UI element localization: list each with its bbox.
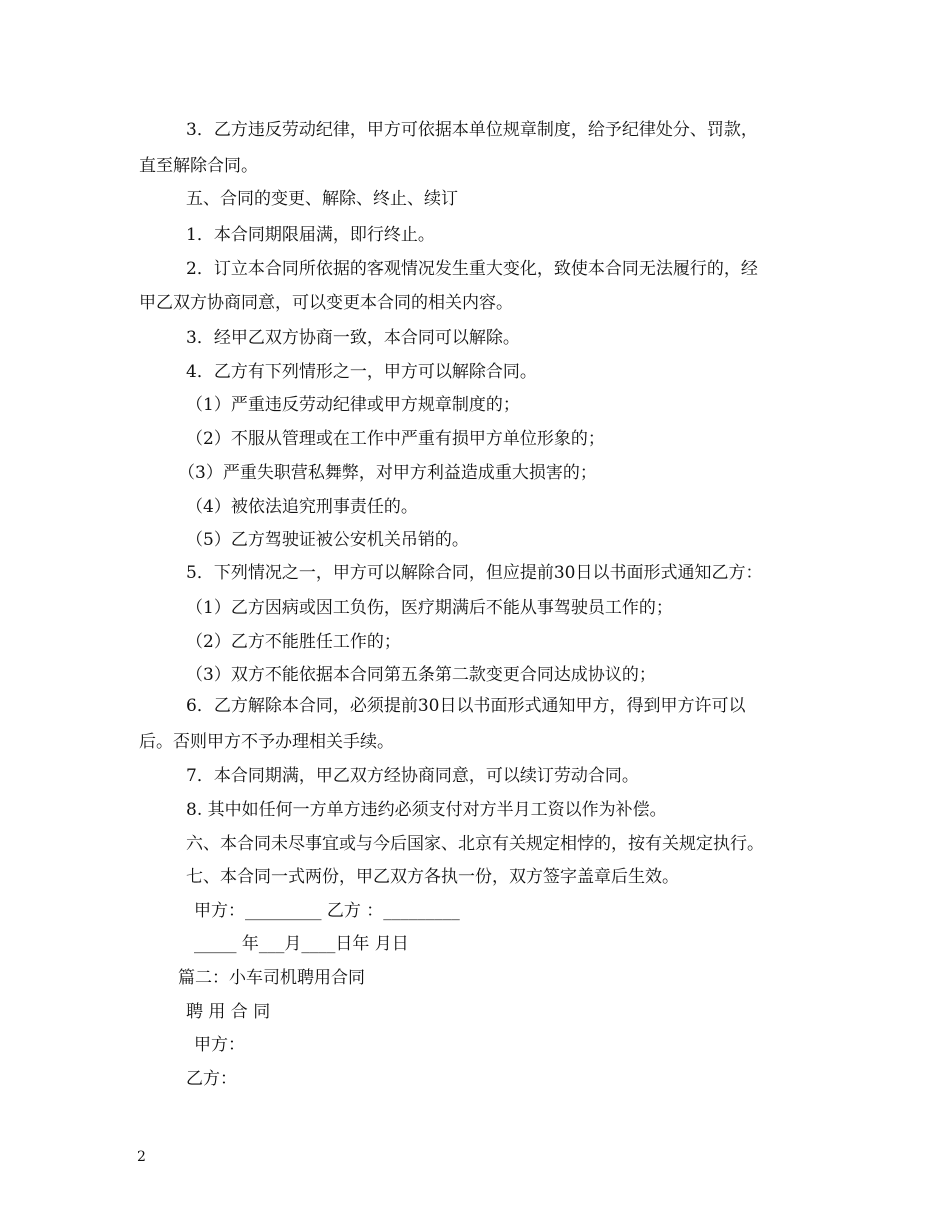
text-line: 3．经甲乙双方协商一致，本合同可以解除。 [186,328,520,348]
page-number: 2 [137,1149,146,1165]
text-line: （2）乙方不能胜任工作的； [186,632,401,652]
text-line: 5．下列情况之一，甲方可以解除合同，但应提前30日以书面形式通知乙方： [186,563,763,583]
text-line: 1．本合同期限届满，即行终止。 [186,225,435,245]
text-line: 6．乙方解除本合同，必须提前30日以书面形式通知甲方，得到甲方许可以 [186,696,746,716]
article-heading: 篇二：小车司机聘用合同 [178,968,365,988]
text-line: 2．订立本合同所依据的客观情况发生重大变化，致使本合同无法履行的，经 [186,259,758,279]
text-line: 七、本合同一式两份，甲乙双方各执一份，双方签字盖章后生效。 [186,867,679,887]
contract-title: 聘 用 合 同 [186,1002,271,1022]
section-heading: 五、合同的变更、解除、终止、续订 [186,189,458,209]
signature-line: 甲方：_________ 乙方 ：_________ [194,901,460,921]
text-line: 7．本合同期满，甲乙双方经协商同意，可以续订劳动合同。 [186,766,639,786]
text-line: （1）乙方因病或因工负伤，医疗期满后不能从事驾驶员工作的； [186,598,673,618]
text-line: 后。否则甲方不予办理相关手续。 [139,732,394,752]
text-line: （2）不服从管理或在工作中严重有损甲方单位形象的； [186,429,605,449]
text-line: 甲乙双方协商同意，可以变更本合同的相关内容。 [139,293,513,313]
party-b-label: 乙方： [186,1069,237,1089]
text-line: 直至解除合同。 [139,156,258,176]
text-line: 4．乙方有下列情形之一，甲方可以解除合同。 [186,362,537,382]
text-line: （3）严重失职营私舞弊，对甲方利益造成重大损害的； [178,463,597,483]
date-line: _____ 年___月____日年 月日 [194,934,409,954]
text-line: 3．乙方违反劳动纪律，甲方可依据本单位规章制度，给予纪律处分、罚款， [186,120,758,140]
text-line: 8. 其中如任何一方单方违约必须支付对方半月工资以作为补偿。 [186,800,667,820]
text-line: （4）被依法追究刑事责任的。 [186,497,418,517]
text-line: （1）严重违反劳动纪律或甲方规章制度的； [186,395,520,415]
text-line: 六、本合同未尽事宜或与今后国家、北京有关规定相悖的，按有关规定执行。 [186,834,764,854]
party-a-label: 甲方： [194,1035,245,1055]
text-line: （5）乙方驾驶证被公安机关吊销的。 [186,530,469,550]
text-line: （3）双方不能依据本合同第五条第二款变更合同达成协议的； [186,665,656,685]
